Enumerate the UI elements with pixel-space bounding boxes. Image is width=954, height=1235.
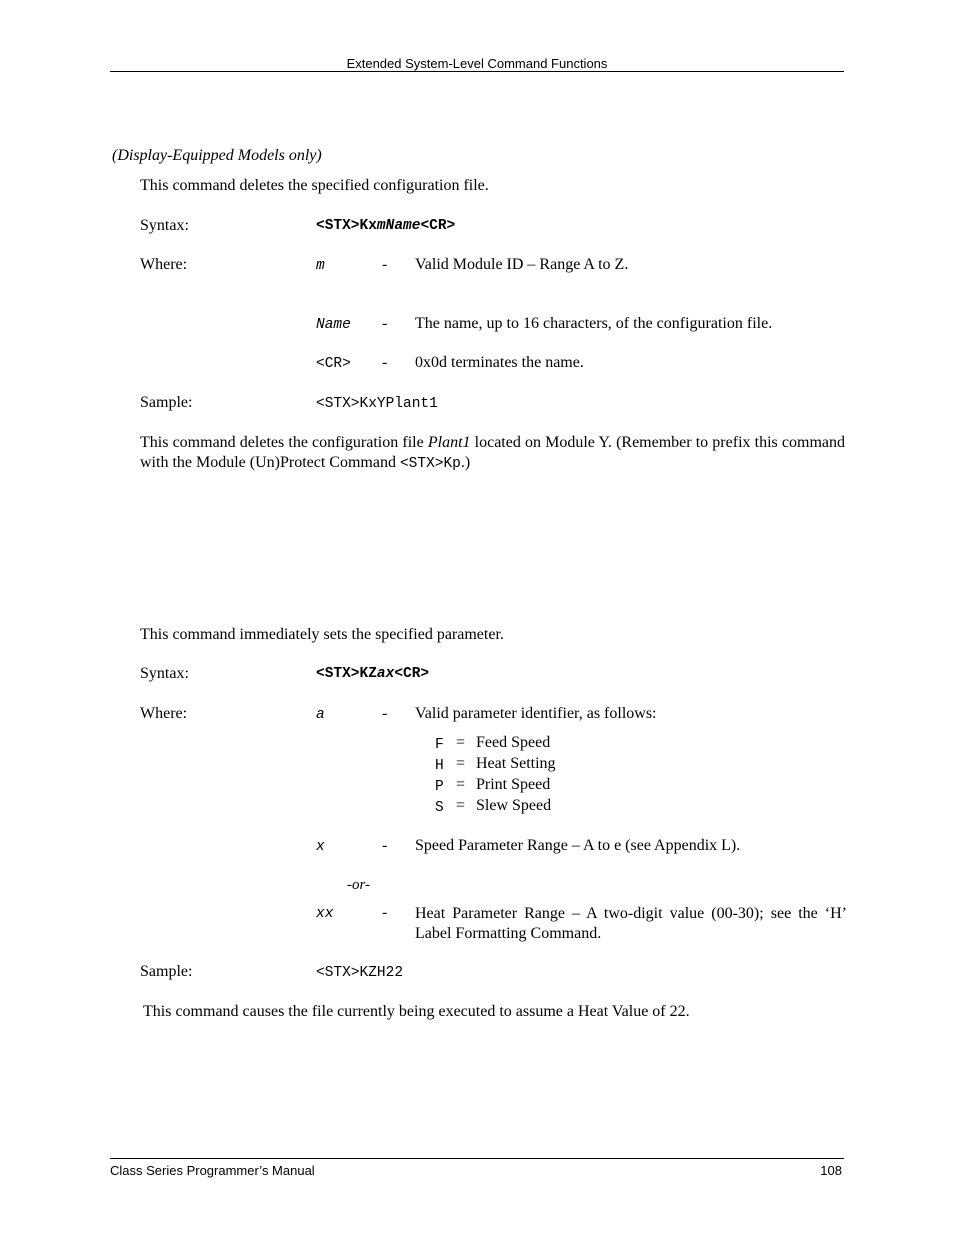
syntax-prefix: <STX>KZ — [316, 666, 377, 682]
sample-command: <STX>KxYPlant1 — [316, 396, 438, 412]
section2-intro: This command immediately sets the specified parameter. — [140, 626, 504, 643]
identifier-code: F — [435, 737, 444, 753]
syntax-command — [316, 218, 455, 234]
param-name: x — [316, 839, 325, 855]
param-name: m — [316, 258, 325, 274]
param-name: a — [316, 707, 325, 723]
syntax-command — [316, 666, 429, 682]
param-dash: - — [382, 256, 388, 273]
header-rule — [110, 71, 844, 72]
identifier-label: Feed Speed — [476, 734, 551, 751]
param-dash: - — [382, 315, 388, 332]
identifier-label: Print Speed — [476, 776, 551, 793]
identifier-label: Slew Speed — [476, 797, 552, 814]
param-dash: - — [382, 705, 388, 722]
identifier-equals: = — [456, 776, 466, 793]
syntax-suffix: <CR> — [420, 218, 456, 234]
identifier-equals: = — [456, 797, 466, 814]
sample-command: <STX>KZH22 — [316, 965, 404, 981]
explain-filename: Plant1 — [427, 434, 471, 451]
param-name: <CR> — [316, 356, 351, 372]
where-label: Where: — [140, 256, 188, 273]
param-desc: Heat Parameter Range – A two-digit value (00-30); see the ‘H’ Label Formatting Command. — [415, 905, 847, 942]
identifier-code: P — [435, 779, 444, 795]
explain-text: .) — [460, 454, 471, 471]
identifier-code: S — [435, 800, 444, 816]
param-name: xx — [316, 906, 334, 922]
sample-label: Sample: — [140, 963, 193, 980]
param-desc: Valid Module ID – Range A to Z. — [415, 256, 629, 273]
explain-code: <STX>Kp — [399, 456, 461, 472]
section-subtitle: (Display-Equipped Models only) — [112, 147, 322, 164]
syntax-italic: mName — [376, 218, 421, 234]
sample-label: Sample: — [140, 394, 193, 411]
syntax-prefix: <STX>Kx — [316, 218, 377, 234]
running-header: Extended System-Level Command Functions — [346, 56, 608, 71]
section2-explanation: This command causes the file currently being executed to assume a Heat Value of 22. — [143, 1003, 690, 1020]
syntax-label: Syntax: — [140, 217, 189, 234]
footer-manual-title: Class Series Programmer’s Manual — [110, 1163, 315, 1178]
identifier-code: H — [435, 758, 444, 774]
identifier-equals: = — [456, 734, 466, 751]
param-desc: Valid parameter identifier, as follows: — [415, 705, 657, 722]
param-dash: - — [382, 354, 388, 371]
section1-intro: This command deletes the specified configuration file. — [140, 177, 489, 194]
param-name: Name — [316, 317, 351, 333]
syntax-suffix: <CR> — [394, 666, 430, 682]
param-dash: - — [382, 904, 388, 921]
explain-text: located on Module Y. (Remember to prefix this command with the Module (Un)Protect Command — [140, 434, 845, 471]
footer-rule — [110, 1158, 844, 1159]
identifier-label: Heat Setting — [476, 755, 556, 772]
syntax-italic: ax — [376, 666, 395, 682]
param-desc: The name, up to 16 characters, of the configuration file. — [415, 315, 773, 332]
where-label: Where: — [140, 705, 188, 722]
or-separator: -or- — [347, 877, 371, 893]
section1-explanation — [140, 433, 845, 474]
param-dash: - — [382, 837, 388, 854]
param-desc: 0x0d terminates the name. — [415, 354, 584, 371]
page-number: 108 — [820, 1163, 842, 1178]
identifier-equals: = — [456, 755, 466, 772]
param-desc: Speed Parameter Range – A to e (see Appendix L). — [415, 837, 741, 854]
syntax-label: Syntax: — [140, 665, 189, 682]
explain-text: This command deletes the configuration file — [140, 434, 428, 451]
